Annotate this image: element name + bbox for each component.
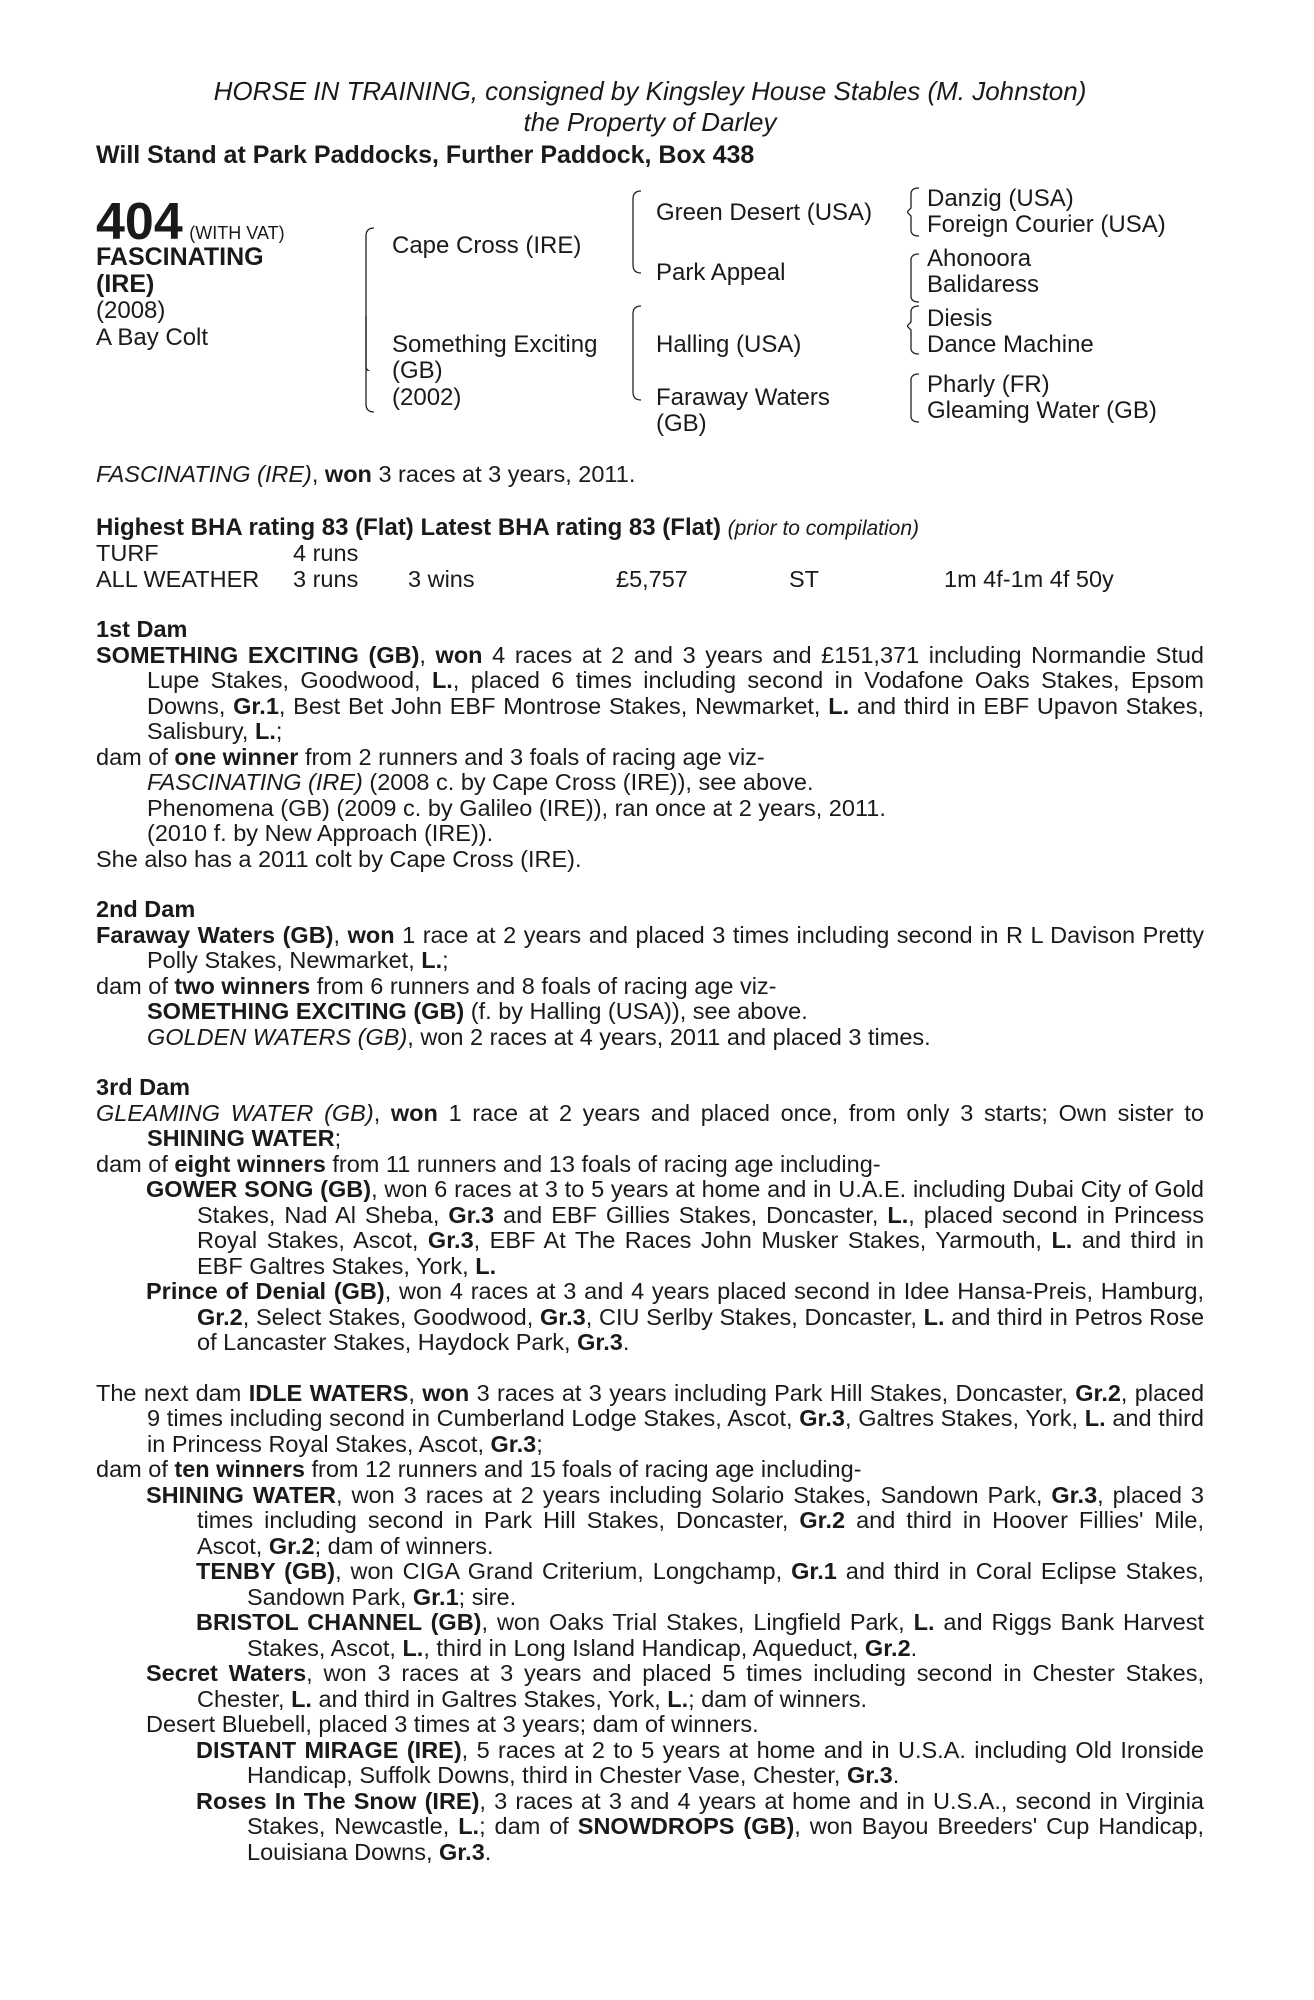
won-text: won: [347, 921, 395, 948]
aw-wins-text: 3 wins: [408, 565, 475, 592]
t5-text: ;: [536, 1430, 543, 1457]
sister-text: SHINING WATER: [147, 1125, 335, 1151]
t1-text: 1 race at 2 years and placed 3 times including second in R L Davison Pretty Polly Stakes, Newmarket,: [147, 921, 1204, 973]
produce-item: [96, 1738, 1204, 1789]
race-summary: FASCINATING (IRE), won 3 races at 3 years, 2011.: [96, 461, 636, 487]
t2-text: ;: [334, 1125, 342, 1151]
pd-L-text: L.: [923, 1303, 945, 1330]
pd-name-text: Prince of Denial (GB): [146, 1278, 385, 1304]
g-L3-text: L.: [475, 1252, 497, 1279]
first-dam-produce-summary: [96, 745, 1204, 771]
third-dam-record: GLEAMING WATER (GB), won 1 race at 2 years and placed once, from only 3 starts; Own sister to SHINING WATER;: [96, 1099, 1205, 1151]
dam-sire: Halling (USA): [656, 331, 802, 358]
produce-item: [96, 770, 1204, 796]
sire-sire-dam: Foreign Courier (USA): [927, 211, 1166, 238]
second-dam-section: [96, 897, 1204, 1050]
produce-item: Desert Bluebell, placed 3 times at 3 years; dam of winners.: [146, 1711, 759, 1737]
brace-g3-3: [907, 304, 921, 356]
dam-sire-sire: Diesis: [927, 305, 993, 332]
p1-name-text: SOMETHING EXCITING (GB): [147, 998, 465, 1024]
damof-b-text: ten winners: [174, 1456, 305, 1482]
tb-gr1a-text: Gr.1: [791, 1558, 837, 1584]
second-dam-record: Faraway Waters (GB), won 1 race at 2 years and placed 3 times including second in R L Davison Pretty Polly Stakes, Newmarket, L.;: [96, 921, 1204, 973]
third-dam-section: [96, 1075, 1204, 1356]
sec-name-text: Secret Waters: [146, 1660, 307, 1686]
damof-b-text: eight winners: [174, 1150, 326, 1177]
bc-t1-text: , won Oaks Trial Stakes, Lingfield Park,: [481, 1609, 905, 1635]
damof-a-text: dam of: [96, 1150, 168, 1177]
first-dam-section: [96, 617, 1204, 872]
tb-t1-text: , won CIGA Grand Criterium, Longchamp,: [335, 1558, 783, 1584]
L1-text: L.: [1084, 1405, 1106, 1431]
brace-g3-1: [907, 186, 921, 238]
produce-item: [96, 999, 1204, 1025]
produce-item: [96, 1279, 1204, 1356]
t3-text: , Best Bet John EBF Montrose Stakes, Newmarket,: [278, 692, 821, 719]
turf-label-text: TURF: [96, 540, 159, 566]
produce-item: [96, 1559, 1204, 1610]
g-gr3a-text: Gr.3: [448, 1201, 495, 1228]
damof-a-text: dam of: [96, 743, 168, 770]
pd-gr2-text: Gr.2: [197, 1303, 243, 1330]
horse-name: FASCINATING: [96, 243, 264, 271]
stand-line: Will Stand at Park Paddocks, Further Paddock, Box 438: [96, 141, 755, 169]
tb-gr1b-text: Gr.1: [412, 1583, 459, 1610]
t2-text: , placed 6 times including second in Vodafone Oaks Stakes, Epsom Downs,: [147, 667, 1205, 719]
brace-g3-2: [907, 252, 921, 304]
tb-name-text: TENBY (GB): [196, 1558, 336, 1584]
aw-runs-text: 3 runs: [293, 565, 359, 592]
bc-gr2-text: Gr.2: [864, 1634, 911, 1661]
damof-b-text: two winners: [174, 972, 311, 999]
sire: Cape Cross (IRE): [392, 232, 582, 259]
dm-t2-text: .: [892, 1762, 900, 1788]
tb-t2-text: and third in Coral Eclipse Stakes, Sandown Park,: [247, 1558, 1204, 1610]
gr3b-text: Gr.3: [490, 1430, 537, 1457]
damof-a-text: dam of: [96, 972, 168, 999]
pd-t3-text: , CIU Serlby Stakes, Doncaster,: [585, 1303, 917, 1330]
damof-c-text: from 11 runners and 13 foals of racing age including-: [332, 1150, 881, 1177]
next-dam-record: The next dam IDLE WATERS, won 3 races at 3 years including Park Hill Stakes, Doncaster, Gr.2, placed 9 times including second in Cumberland Lodge Stakes, Ascot, Gr.3, Galtres Stakes, York, L. and third in Princess Royal Stakes, Ascot, Gr.3;: [96, 1379, 1205, 1457]
dam-dam: Faraway Waters: [656, 384, 830, 411]
g-gr3b-text: Gr.3: [427, 1227, 474, 1253]
t4-text: and third in Princess Royal Stakes, Ascot,: [147, 1405, 1204, 1457]
sw-gr3-text: Gr.3: [1051, 1481, 1098, 1508]
property-line: the Property of Darley: [523, 107, 777, 137]
won-text: won: [422, 1379, 470, 1406]
g-L2-text: L.: [1051, 1227, 1073, 1253]
g-L1-text: L.: [887, 1201, 909, 1228]
produce-item: [96, 1483, 1204, 1560]
aw-prize-text: £5,757: [616, 565, 688, 592]
sec-t2-text: and third in Galtres Stakes, York,: [318, 1685, 661, 1712]
pd-gr3a-text: Gr.3: [540, 1303, 586, 1330]
dam-sire-dam: Dance Machine: [927, 331, 1094, 358]
produce-item: [96, 1177, 1204, 1279]
sec-L1-text: L.: [291, 1685, 312, 1712]
rest-text: 3 races at 3 years, 2011.: [378, 461, 636, 487]
pd-gr3b-text: Gr.3: [577, 1329, 623, 1355]
name-text: IDLE WATERS: [248, 1379, 409, 1406]
pedigree-table: [96, 186, 1204, 486]
gr1-text: Gr.1: [233, 692, 279, 719]
first-dam-heading: 1st Dam: [96, 616, 188, 642]
damof-c-text: from 2 runners and 3 foals of racing age viz-: [304, 743, 765, 770]
brace-dam-parents: [629, 304, 643, 404]
bc-t4-text: .: [910, 1634, 918, 1661]
t4-text: and third in EBF Upavon Stakes, Salisbury,: [147, 692, 1205, 744]
lot-number: 404: [96, 193, 183, 251]
g-name-text: GOWER SONG (GB): [146, 1176, 372, 1202]
L2-text: L.: [828, 692, 850, 719]
aw-label-text: ALL WEATHER: [96, 565, 260, 592]
L1-text: L.: [431, 667, 453, 693]
rating-note: (prior to compilation): [727, 516, 920, 540]
rs-sd-text: SNOWDROPS (GB): [577, 1813, 795, 1839]
sw-t3-text: and third in Hoover Fillies' Mile, Ascot,: [197, 1507, 1205, 1559]
brace-sire-parents: [629, 189, 643, 277]
p1-rest-text: (2008 c. by Cape Cross (IRE)), see above.: [369, 769, 814, 795]
sire-sire: Green Desert (USA): [656, 199, 873, 226]
turf-runs-text: 4 runs: [293, 540, 359, 566]
sw-gr2a-text: Gr.2: [799, 1507, 846, 1533]
ratings-block: [96, 515, 1204, 593]
produce-item: [96, 1025, 1204, 1051]
g-t4-text: , EBF At The Races John Musker Stakes, Yarmouth,: [473, 1227, 1042, 1253]
aw-going-text: ST: [789, 565, 820, 592]
produce-item: [96, 1610, 1204, 1661]
name-text: Faraway Waters (GB): [96, 921, 334, 948]
sire-dam-sire: Ahonoora: [927, 245, 1032, 272]
rs-t2-text: ; dam of: [479, 1813, 569, 1839]
g-t1-text: , won 6 races at 3 to 5 years at home and in U.A.E. including Dubai City of Gold Stakes, Nad Al Sheba,: [197, 1176, 1204, 1228]
sire-sire-sire: Danzig (USA): [927, 185, 1074, 212]
t5-text: ;: [275, 718, 283, 744]
pd-t4-text: and third in Petros Rose of Lancaster Stakes, Haydock Park,: [197, 1303, 1205, 1355]
dam-dam-country: (GB): [656, 410, 707, 437]
damof-a-text: dam of: [96, 1456, 168, 1482]
dam-dam-dam: Gleaming Water (GB): [927, 397, 1157, 424]
damof-c-text: from 12 runners and 15 foals of racing age including-: [311, 1456, 862, 1482]
dam: Something Exciting: [392, 331, 598, 358]
bc-t2-text: and Riggs Bank Harvest Stakes, Ascot,: [247, 1609, 1204, 1661]
rs-t4-text: .: [484, 1838, 492, 1865]
horse-year: (2008): [96, 297, 166, 324]
lot-number-row: [96, 193, 285, 251]
rs-t3-text: , won Bayou Breeders' Cup Handicap, Louisiana Downs,: [247, 1813, 1205, 1865]
won-text: won: [390, 1099, 438, 1126]
t2-text: ;: [442, 947, 449, 973]
sec-L2-text: L.: [667, 1685, 689, 1712]
gr3a-text: Gr.3: [799, 1405, 845, 1431]
t1-text: 3 races at 3 years including Park Hill Stakes, Doncaster,: [476, 1379, 1068, 1406]
rs-L-text: L.: [458, 1813, 480, 1839]
rs-name-text: Roses In The Snow (IRE): [196, 1787, 480, 1814]
p1-rest-text: (f. by Halling (USA)), see above.: [470, 998, 808, 1024]
t3-text: , Galtres Stakes, York,: [844, 1405, 1079, 1431]
produce-item: (2010 f. by New Approach (IRE)).: [147, 820, 494, 846]
third-dam-heading: 3rd Dam: [96, 1074, 191, 1100]
p2-rest-text: , won 2 races at 4 years, 2011 and placed 3 times.: [407, 1023, 931, 1050]
L3-text: L.: [254, 718, 276, 744]
p1-name-text: FASCINATING (IRE): [147, 769, 363, 795]
g-t5-text: and third in EBF Galtres Stakes, York,: [197, 1227, 1204, 1279]
sec-t3-text: ; dam of winners.: [688, 1685, 868, 1712]
bc-name-text: BRISTOL CHANNEL (GB): [196, 1609, 482, 1635]
t2-text: , placed 9 times including second in Cumberland Lodge Stakes, Ascot,: [147, 1379, 1205, 1431]
sw-t1-text: , won 3 races at 2 years including Solario Stakes, Sandown Park,: [336, 1481, 1043, 1508]
all-weather-row: [96, 567, 1204, 593]
next-dam-section: [96, 1381, 1204, 1866]
vat-note: (WITH VAT): [189, 223, 285, 243]
dam-year: (2002): [392, 384, 462, 411]
name-text: SOMETHING EXCITING (GB): [96, 641, 420, 668]
bc-L1-text: L.: [913, 1609, 935, 1635]
bc-L2-text: L.: [402, 1634, 424, 1661]
rs-gr3-text: Gr.3: [439, 1838, 485, 1865]
damof-c-text: from 6 runners and 8 foals of racing age viz-: [316, 972, 777, 999]
dm-t1-text: , 5 races at 2 to 5 years at home and in U.S.A. including Old Ironside Handicap, Suffolk Downs, third in Chester Vase, Chester,: [247, 1736, 1204, 1788]
bc-t3-text: , third in Long Island Handicap, Aqueduct,: [423, 1634, 859, 1661]
won-text: won: [435, 641, 483, 668]
sire-dam-dam: Balidaress: [927, 271, 1040, 298]
g-t2-text: and EBF Gillies Stakes, Doncaster,: [503, 1201, 879, 1228]
gr2a-text: Gr.2: [1075, 1379, 1121, 1406]
produce-item: [96, 1661, 1204, 1712]
horse-country: (IRE): [96, 270, 155, 298]
sec-t1-text: , won 3 races at 3 years and placed 5 times including second in Chester Stakes, Chester,: [197, 1660, 1204, 1712]
next-dam-produce-summary: [96, 1457, 1204, 1483]
sw-name-text: SHINING WATER: [146, 1481, 337, 1508]
rating-line: Highest BHA rating 83 (Flat) Latest BHA rating 83 (Flat): [96, 513, 721, 541]
g-t3-text: , placed second in Princess Royal Stakes, Ascot,: [197, 1201, 1205, 1253]
damof-b-text: one winner: [174, 743, 299, 770]
third-dam-produce-summary: [96, 1152, 1204, 1178]
brace-g3-4: [907, 372, 921, 424]
t1-text: 4 races at 2 and 3 years and £151,371 including Normandie Stud Lupe Stakes, Goodwood,: [147, 641, 1205, 693]
horse-description: A Bay Colt: [96, 324, 209, 351]
consignor-line: HORSE IN TRAINING, consigned by Kingsley House Stables (M. Johnston): [213, 76, 1087, 106]
turf-row: [96, 541, 1204, 567]
produce-item: [96, 1789, 1204, 1866]
produce-item: Phenomena (GB) (2009 c. by Galileo (IRE)), ran once at 2 years, 2011.: [147, 794, 886, 821]
second-dam-heading: 2nd Dam: [96, 896, 196, 922]
rs-t1-text: , 3 races at 3 and 4 years at home and in U.S.A., second in Virginia Stakes, Newcastle,: [247, 1787, 1204, 1839]
dam-country: (GB): [392, 357, 443, 384]
sw-t2-text: , placed 3 times including second in Park Hill Stakes, Doncaster,: [197, 1481, 1204, 1533]
pd-t2-text: , Select Stakes, Goodwood,: [242, 1303, 534, 1330]
sw-gr2b-text: Gr.2: [268, 1532, 315, 1559]
p2-name-text: GOLDEN WATERS (GB): [147, 1023, 408, 1050]
aw-dist-text: 1m 4f-1m 4f 50y: [944, 565, 1114, 592]
name-text: FASCINATING (IRE): [96, 461, 312, 487]
name-text: GLEAMING WATER (GB): [96, 1099, 374, 1126]
L1-text: L.: [421, 947, 443, 973]
tb-t3-text: ; sire.: [458, 1583, 517, 1610]
first-dam-record: SOMETHING EXCITING (GB), won 4 races at 2 and 3 years and £151,371 including Normandie Stud Lupe Stakes, Goodwood, L., placed 6 times including second in Vodafone Oaks Stakes, Epsom Downs, Gr.1, Best Bet John EBF Montrose Stakes, Newmarket, L. and third in EBF Upavon Stakes, Salisbury, L.;: [96, 641, 1205, 744]
brace-dam: [362, 316, 376, 416]
won-text: won: [324, 461, 372, 487]
pd-t5-text: .: [622, 1329, 630, 1355]
second-dam-produce-summary: [96, 974, 1204, 1000]
pd-t1-text: , won 4 races at 3 and 4 years placed second in Idee Hansa-Preis, Hamburg,: [384, 1278, 1204, 1304]
sire-dam: Park Appeal: [656, 259, 786, 286]
dam-dam-sire: Pharly (FR): [927, 371, 1050, 398]
dm-gr3-text: Gr.3: [847, 1762, 893, 1788]
sw-t4-text: ; dam of winners.: [314, 1532, 494, 1559]
dm-name-text: DISTANT MIRAGE (IRE): [196, 1736, 462, 1763]
catalogue-page: [96, 76, 1204, 1865]
first-dam-note: She also has a 2011 colt by Cape Cross (IRE).: [96, 845, 582, 872]
t1-text: 1 race at 2 years and placed once, from only 3 starts; Own sister to: [448, 1099, 1205, 1126]
intro-text: The next dam: [96, 1379, 242, 1406]
